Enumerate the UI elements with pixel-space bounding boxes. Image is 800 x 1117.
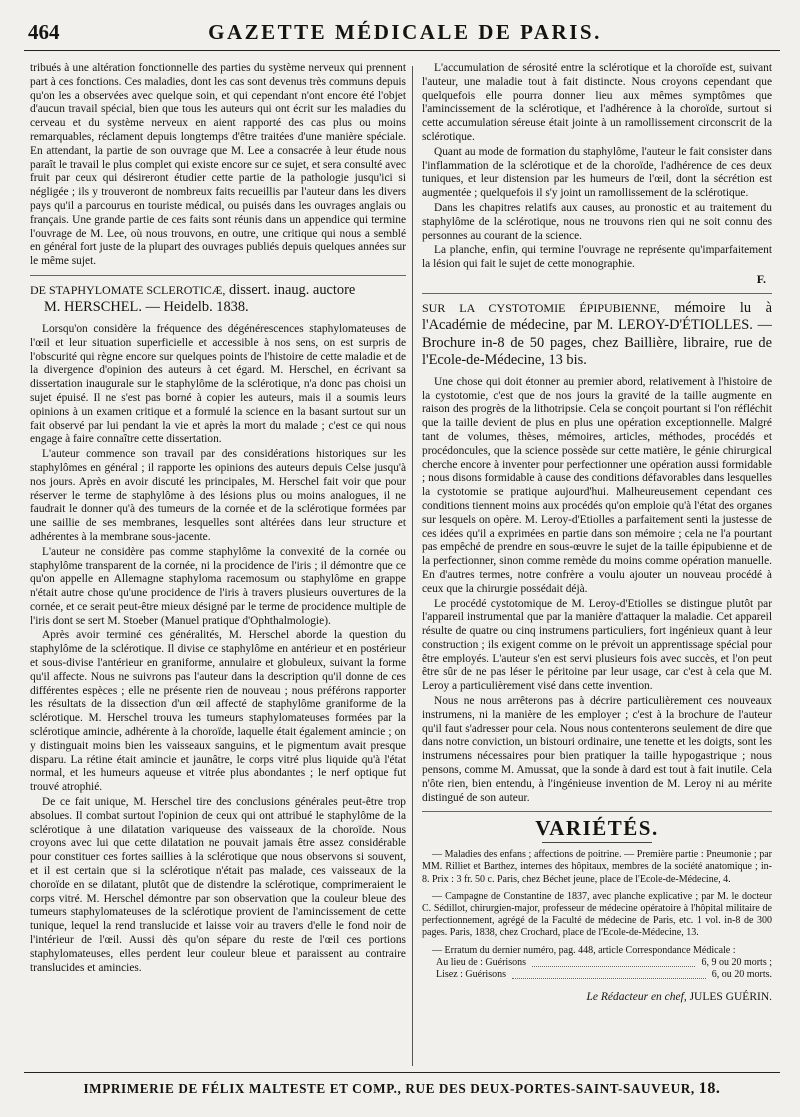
right-paragraph-4: La planche, enfin, qui termine l'ouvrage ne représente qu'imparfaitement la lésion qui fait le sujet de cette monographie. — [422, 244, 772, 271]
varietes-title: VARIÉTÉS. — [535, 816, 659, 841]
imprint-text: IMPRIMERIE DE FÉLIX MALTESTE ET COMP., RUE DES DEUX-PORTES-SAINT-SAUVEUR, — [83, 1081, 695, 1096]
review-title-latin: DE STAPHYLOMATE SCLEROTICÆ, — [30, 282, 226, 297]
erratum-line-au-lieu — [422, 957, 772, 969]
review-subtitle: dissert. inaug. auctore — [229, 281, 356, 298]
left-paragraph-4: L'auteur ne considère pas comme staphylôme la convexité de la cornée ou staphylôme transparent de la cornée, ni la procidence de l'iris ; il démontre que ce qu'on appelle en Allemagne staphyloma racemosum ou staphylôme en grappe n'était autre chose qu'une procidence de l'iris à travers plusieurs ouvertures de la cornée, et ce serait peut-être mieux désigné par le terme de procidence multiple de l'iris dont se sert M. Stoeber (Manuel pratique d'Ophthalmologie). — [30, 545, 406, 627]
varietes-list — [422, 849, 772, 939]
review-heading-cystotomie — [422, 300, 772, 370]
varietes-item-1: — Maladies des enfans ; affections de poitrine. — Première partie : Pneumonie ; par MM. Rilliet et Barthez, internes des hôpitaux, membres de la société anatomique ; in-8. Prix : 3 fr. 50 c. Paris, chez Béchet jeune, place de l'Ecole-de-Médecine, 4. — [422, 849, 772, 885]
article-signature: F. — [756, 271, 766, 286]
editor-name: JULES GUÉRIN. — [689, 991, 772, 1004]
review-separator — [30, 275, 406, 276]
footer-rule — [24, 1072, 780, 1073]
journal-title: GAZETTE MÉDICALE DE PARIS. — [208, 20, 602, 44]
left-paragraph-5: Après avoir terminé ces généralités, M. Herschel aborde la question du staphylôme de la sclérotique. Il divise ce staphylôme en antérieur et en postérieur et sous-divise l'antérieur en graniforme, annulaire et globuleux, suivant la forme qu'il affecte. Nous ne suivrons pas l'auteur dans la description qu'il donne de ces différentes espèces ; elle ne présente rien de nouveau ; nous préférons rapporter les résultats de la dissection d'un œil affecté de staphylôme graniforme de la sclérotique. M. Herschel trouva les tumeurs staphylomateuses formées par la sclérotique amincie, adhérente à la choroïde, laquelle était également amincie ; on y distinguait moins bien les vaisseaux sanguins, et le pigmentum avait presque disparu. La rétine était amincie et jaunâtre, le corps vitré plus liquide qu'à l'état normal, et les humeurs aqueuse et vitrée plus abondantes ; le nerf optique fut trouvé atrophié. — [30, 629, 406, 794]
page-header — [22, 14, 788, 48]
header-rule — [24, 50, 780, 51]
varietes-separator — [422, 811, 772, 812]
right-paragraph-3: Dans les chapitres relatifs aux causes, au pronostic et au traitement du staphylôme de la sclérotique, nous ne trouvons rien qui ne soit connu des personnes au courant de la science. — [422, 201, 772, 242]
left-paragraph-3: L'auteur commence son travail par des considérations historiques sur les staphylômes en général ; il rapporte les opinions des auteurs depuis Celse jusqu'à nos jours. Après en avoir discuté les principales, M. Herschel fait voir que pour réserver le terme de staphylôme à des lésions plus ou moins analogues, il ne faudrait le donner qu'à des tumeurs de la cornée et de la sclérotique formées par une saillie de ses membranes, lesquelles sont altérées dans leur structure et adhérentes à la membrane sous-jacente. — [30, 448, 406, 543]
erratum-lisez-value: 6, ou 20 morts. — [711, 969, 772, 981]
review-author-line: M. HERSCHEL. — Heidelb. 1838. — [44, 299, 249, 316]
right-paragraph-2: Quant au mode de formation du staphylôme, l'auteur le fait consister dans l'inflammation de la sclérotique et de la choroïde, l'adhérence de ces deux tuniques, et leur distension par les humeurs de l'œil, dont la sécrétion est augmentée ; quelquefois il s'y joint un ramollissement de la sclérotique. — [422, 145, 772, 200]
editor-label: Le Rédacteur en chef, — [586, 991, 687, 1004]
printer-imprint — [24, 1080, 780, 1098]
left-column — [30, 62, 406, 1072]
right-column — [422, 62, 772, 1072]
erratum-title: — Erratum du dernier numéro, pag. 448, article Correspondance Médicale : — [432, 944, 736, 956]
erratum-au-lieu-value: 6, 9 ou 20 morts ; — [701, 956, 772, 968]
imprint-number: 18. — [698, 1080, 721, 1097]
right-paragraph-7: Nous ne nous arrêterons pas à décrire particulièrement ces nouveaux instrumens, ni la manière de les employer ; c'est à la brochure de l'auteur qu'il faut s'adresser pour cela. Nous nous contenterons seulement de dire que dans notre conviction, un bistouri ordinaire, une tenette et les doigts, sont les instrumens nécessaires pour bien pratiquer la taille hypogastrique ; nous pensons, comme M. Amussat, que la sonde à dard est tout à fait inutile. Cela n'ôte rien, bien entendu, à l'ingénieuse invention de M. Leroy ni au mérite distingué de son auteur. — [422, 695, 772, 804]
left-paragraph-2: Lorsqu'on considère la fréquence des dégénérescences staphylomateuses de l'œil et leur situation superficielle et accessible à nos sens, on est surpris de l'obscurité qui règne encore sur quelques points de l'histoire de cette maladie et de la divergence d'opinion des auteurs à cet égard. M. Herschel, en écrivant sa dissertation inaugurale sur le staphylôme de la sclérotique, n'a donc pas choisi un sujet épuisé. Il ne s'est pas borné à copier les auteurs, mais il a soumis leurs opinions à un examen critique et a formulé la science en la basant surtout sur un fait observé par lui pendant la vie et après la mort du malade ; c'est ce qui nous engage à faire connaître cette dissertation. — [30, 322, 406, 446]
review-separator-2 — [422, 293, 772, 294]
right-paragraph-6: Le procédé cystotomique de M. Leroy-d'Etiolles se distingue plutôt par l'appareil instrumental que par la manière d'attaquer la maladie. Cet appareil résulte de quatre ou cinq instrumens particuliers, fort ingénieux quant à leur construction ; ils exigent comme on le prévoit un apprentissage spécial pour être employés. L'auteur s'en est servi plusieurs fois avec succès, et l'on peut être sûr de ne pas léser le péritoine par leur usage, car c'est à cela que M. Leroy a particulièrement visé dans cette invention. — [422, 597, 772, 693]
review-heading-staphylome — [30, 282, 406, 317]
column-divider — [412, 66, 413, 1066]
review-subtitle-cystotomie: mémoire lu à l'Académie de médecine, par M. LEROY-D'ÉTIOLLES. — Brochure in-8 de 50 pages, chez Baillière, libraire, rue de l'Ecole-de-Médecine, 13 bis. — [422, 299, 772, 369]
erratum-block — [422, 945, 772, 982]
page-number: 464 — [28, 20, 60, 44]
right-paragraph-1: L'accumulation de sérosité entre la sclérotique et la choroïde est, suivant l'auteur, une maladie tout à fait distincte. Nous croyons cependant que quelquefois elle pourra donner lieu aux mêmes symptômes que l'amincissement de la sclérotique, et l'adhérence à la choroïde, surtout si cette accumulation séreuse était jointe à un ramollissement circonscrit de la sclérotique. — [422, 62, 772, 143]
varietes-rule — [542, 842, 652, 843]
varietes-item-2: — Campagne de Constantine de 1837, avec planche explicative ; par M. le docteur C. Sédillot, chirurgien-major, professeur de médecine opératoire à l'hôpital militaire de perfectionnement, agrégé de la Faculté de médecine de Paris, etc. 1 vol. in-8 de 300 pages. Paris, 1838, chez Crochard, place de l'Ecole-de-Médecine, 13. — [422, 890, 772, 939]
review-title-cystotomie: SUR LA CYSTOTOMIE ÉPIPUBIENNE, — [422, 300, 660, 315]
erratum-au-lieu-label: Au lieu de : Guérisons — [436, 956, 526, 968]
left-paragraph-6: De ce fait unique, M. Herschel tire des conclusions générales peut-être trop absolues. Il combat surtout l'opinion de ceux qui ont attribué le staphylôme de la sclérotique à une dilatation variqueuse des vaisseaux de la choroïde. Nous croyons avec lui que cette dilatation ne pouvait jamais être assez considérable pour constituer ces fortes saillies à la sclérotique que nous observons si souvent, et il est certain que si la sclérotique n'était pas malade, ces vaisseaux de la choroïde en se dilatant, plutôt que de distendre la sclérotique, comprimeraient le corps vitré. M. Herschel démontre par son observation que la couleur bleue des tumeurs staphylomateuses de la sclérotique provient de l'amincissement de cette tunique, lequel la rend translucide et laisse voir au travers d'elle le fond noir de l'intérieur de l'œil. Aussi dès qu'on sépare du reste de l'œil ces portions staphylomateuses, elles perdent leur couleur bleue et paraissent au contraire translucides et amincies. — [30, 796, 406, 974]
two-column-body — [24, 62, 782, 1072]
left-paragraph-1: tribués à une altération fonctionnelle des parties du système nerveux qui prennent part à ces fonctions. Ces maladies, dont les cas sont devenus très communs depuis qu'on les a observées avec quelque soin, et qui cependant n'ont encore été l'objet d'aucun travail spécial, bien que tous les auteurs qui ont écrit sur les maladies du cerveau et du système nerveux en aient rapporté des cas plus ou moins remarquables, réclament depuis longtemps d'être traitées d'une manière spéciale. En attendant, la partie de son ouvrage que M. Lee a consacrée à leur étude nous paraît le travail le plus complet qui existe encore sur ce sujet, et sera consulté avec fruit par ceux qui désireront étudier cette partie de la pathologie jusqu'ici si négligée ; ils y trouveront de nombreux faits recueillis par l'auteur dans les divers pays qu'il a parcourus en touriste médical, ou puisés dans les ouvrages anglais ou français. Une grande partie de ces faits sont réunis dans un appendice qui termine l'ouvrage de M. Lee, où nous trouvons, en outre, une critique qui nous a semblé en général fort juste de la plupart des ouvrages publiés depuis quelques années sur le même sujet. — [30, 62, 406, 268]
dotted-leader — [512, 969, 706, 979]
editor-signature — [422, 991, 772, 1005]
dotted-leader — [532, 957, 695, 967]
right-paragraph-5: Une chose qui doit étonner au premier abord, relativement à l'histoire de la cystotomie, c'est que de nos jours la gravité de la taille augmente en raison des progrès de la lithotripsie. Cela se conçoit pourtant si l'on réfléchit que la taille devient de plus en plus une opération exceptionnelle. Malgré tant de volumes, thèses, mémoires, articles, méthodes, procédés et procédoncules, que la science possède sur cette matière, le génie chirurgical cherche encore à inventer pour perfectionner une opération aussi formidable ; nous disons formidable à cause des conditions défavorables dans lesquelles la cystotomie se pratique aujourd'hui. Malheureusement cependant ces conditions tiennent moins aux procédés qu'on emploie qu'à l'état des organes sur lesquels on opère. M. Leroy-d'Etiolles a parfaitement senti la justesse de ces idées qu'il a exprimées en partie dans son mémoire ; cela ne l'a pourtant pas empêché de prendre en sous-œuvre le sujet de la taille épipubienne et de la perfectionner, sinon comme remède du moins comme opération manuelle. En d'autres termes, notre confrère a voulu ajouter un nouveau procédé à ceux que la chirurgie possédait déjà. — [422, 375, 772, 595]
erratum-line-lisez — [422, 969, 772, 981]
erratum-lisez-label: Lisez : Guérisons — [436, 969, 506, 981]
